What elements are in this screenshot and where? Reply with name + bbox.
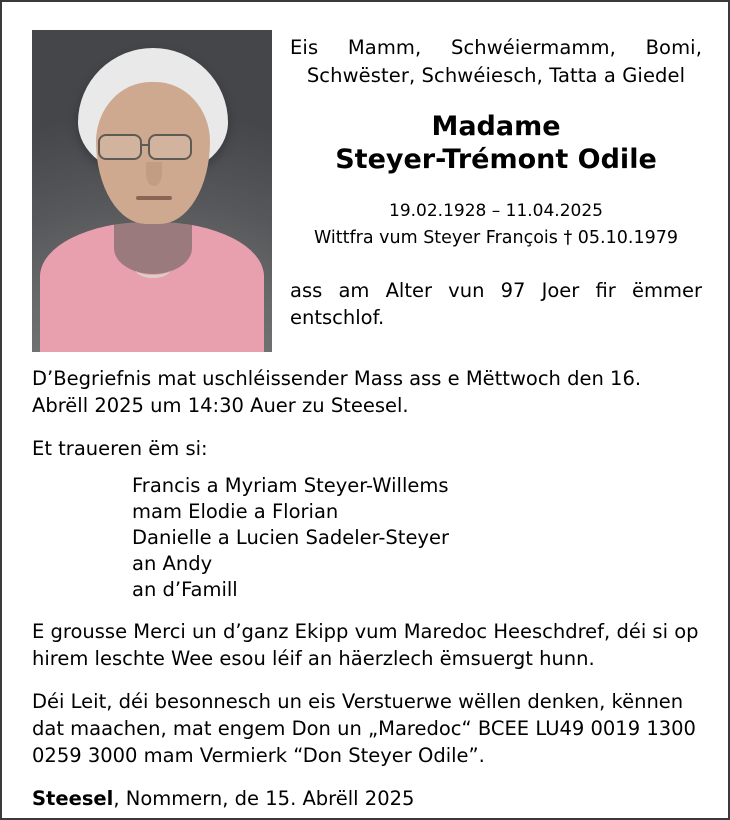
photo-glasses-bridge <box>142 144 150 146</box>
funeral-paragraph: D’Begriefnis mat uschléissender Mass ass e Mëttwoch den 16. Abrëll 2025 um 14:30 Auer zu Steesel. <box>32 367 642 417</box>
list-item: Danielle a Lucien Sadeler-Steyer <box>132 525 449 549</box>
thanks-paragraph: E grousse Merci un d’ganz Ekipp vum Maredoc Heeschdref, déi si op hirem leschte Wee esou léif an häerzlech ëmsuergt hunn. <box>32 620 699 671</box>
deceased-name-block <box>290 111 702 177</box>
notice-body <box>32 366 702 813</box>
headline-block <box>290 30 702 332</box>
title-madame: Madame <box>431 111 561 143</box>
footer-place: Steesel <box>32 786 114 810</box>
photo-glasses-left <box>98 134 142 160</box>
mourners-intro: Et traueren ëm si: <box>32 436 208 460</box>
relations-line: Eis Mamm, Schwéiermamm, Bomi, Schwëster, Schwéiesch, Tatta a Giedel <box>290 36 702 87</box>
photo-glasses-right <box>148 134 192 160</box>
footer-rest: , Nommern, de 15. Abrëll 2025 <box>113 786 415 810</box>
list-item: an d’Famill <box>132 578 238 602</box>
deceased-name: Steyer-Trémont Odile <box>335 144 657 176</box>
photo-mouth <box>136 196 172 200</box>
widow-line: Wittfra vum Steyer François † 05.10.1979 <box>313 227 678 248</box>
portrait-photo <box>32 30 272 352</box>
donation-paragraph: Déi Leit, déi besonnesch un eis Verstuerwe wëllen denken, kënnen dat maachen, mat engem Don un „Maredoc“ BCEE LU49 0019 1300 0259 3000 mam Vermierk “Don Steyer Odile”. <box>32 690 696 767</box>
list-item: mam Elodie a Florian <box>132 499 339 523</box>
life-dates: 19.02.1928 – 11.04.2025 <box>389 201 603 222</box>
photo-nose <box>146 162 162 186</box>
list-item: an Andy <box>132 552 213 576</box>
notice-header <box>32 30 702 352</box>
age-line: ass am Alter vun 97 Joer fir ëmmer entschlof. <box>290 279 702 330</box>
list-item: Francis a Myriam Steyer-Willems <box>132 473 449 497</box>
photo-necklace <box>136 262 170 278</box>
mourners-list <box>32 473 702 604</box>
notice-footer <box>32 786 702 813</box>
